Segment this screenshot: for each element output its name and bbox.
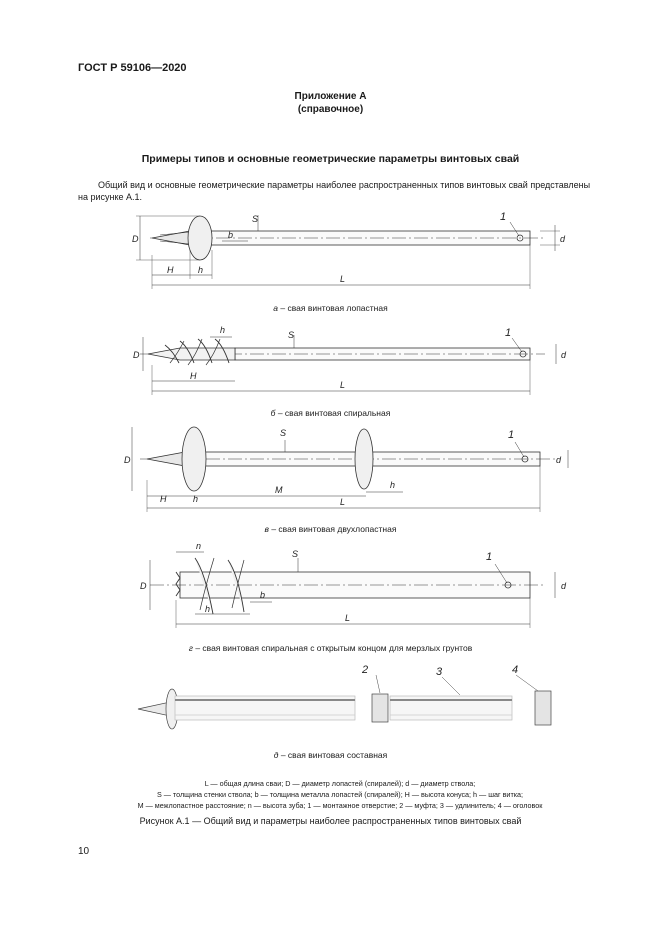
callout-2: 2: [362, 664, 369, 676]
callout-3: 3: [436, 666, 443, 678]
callout-1: 1: [500, 211, 507, 223]
dim-label-L: L: [340, 274, 346, 284]
dim-label-h: h: [205, 604, 211, 614]
dim-label-D: D: [132, 234, 139, 244]
dim-label-h2: h: [390, 480, 396, 490]
callout-1: 1: [508, 429, 515, 441]
dim-label-L: L: [345, 613, 351, 623]
dim-label-H: H: [190, 371, 197, 381]
dim-label-S: S: [252, 214, 259, 224]
caption-v: в – свая винтовая двухлопастная: [264, 524, 397, 534]
callout-1: 1: [486, 551, 493, 563]
dim-label-D: D: [140, 581, 147, 591]
dim-label-S: S: [280, 428, 287, 438]
caption-b: б – свая винтовая спиральная: [270, 408, 391, 418]
legend-line-1: L — общая длина сваи; D — диаметр лопастей (спиралей); d — диаметр ствола;: [204, 779, 476, 788]
dim-label-b: b: [228, 230, 234, 240]
dim-label-h: h: [193, 494, 199, 504]
drawing-pile-spiral: [0, 315, 661, 405]
drawing-pile-composite: [0, 655, 661, 740]
legend-line-2: S — толщина стенки ствола; b — толщина металла лопастей (спиралей); H — высота конуса; h — шаг витка;: [156, 790, 524, 799]
drawing-pile-open-end: [0, 540, 661, 635]
dim-label-S: S: [292, 549, 299, 559]
dim-label-L: L: [340, 497, 346, 507]
dim-label-D: D: [133, 350, 140, 360]
dim-label-d: d: [560, 234, 566, 244]
dim-label-H: H: [160, 494, 167, 504]
dim-label-d: d: [561, 581, 567, 591]
dim-label-L: L: [340, 380, 346, 390]
page-number: 10: [78, 846, 90, 857]
dim-label-D: D: [124, 455, 131, 465]
caption-g: г – свая винтовая спиральная с открытым концом для мерзлых грунтов: [188, 643, 473, 653]
dim-label-H: H: [167, 265, 174, 275]
dim-label-S: S: [288, 330, 295, 340]
dim-label-d: d: [561, 350, 567, 360]
section-title: Примеры типов и основные геометрические параметры винтовых свай: [141, 153, 520, 165]
dim-label-h: h: [198, 265, 204, 275]
caption-a: а – свая винтовая лопастная: [273, 303, 388, 313]
dim-label-b: b: [260, 590, 266, 600]
appendix-subtitle: (справочное): [297, 104, 364, 115]
dim-label-d: d: [556, 455, 562, 465]
legend-line-3: M — межлопастное расстояние; n — высота зуба; 1 — монтажное отверстие; 2 — муфта; 3 — удлинитель; 4 — оголовок: [137, 801, 543, 810]
drawing-pile-two-bladed: [0, 420, 661, 520]
caption-d: д – свая винтовая составная: [273, 750, 388, 760]
dim-label-h: h: [220, 325, 226, 335]
document-header: ГОСТ Р 59106—2020: [78, 62, 187, 74]
appendix-title: Приложение А: [294, 91, 367, 102]
intro-paragraph: Общий вид и основные геометрические параметры наиболее распространенных типов винтовых свай представлены на рисунке А.1.: [78, 180, 591, 202]
figure-caption: Рисунок А.1 — Общий вид и параметры наиболее распространенных типов винтовых свай: [139, 816, 522, 826]
dim-label-n: n: [196, 541, 202, 551]
drawing-pile-bladed: [0, 195, 661, 300]
callout-1: 1: [505, 327, 512, 339]
dim-label-M: M: [275, 485, 283, 495]
callout-4: 4: [512, 664, 519, 676]
